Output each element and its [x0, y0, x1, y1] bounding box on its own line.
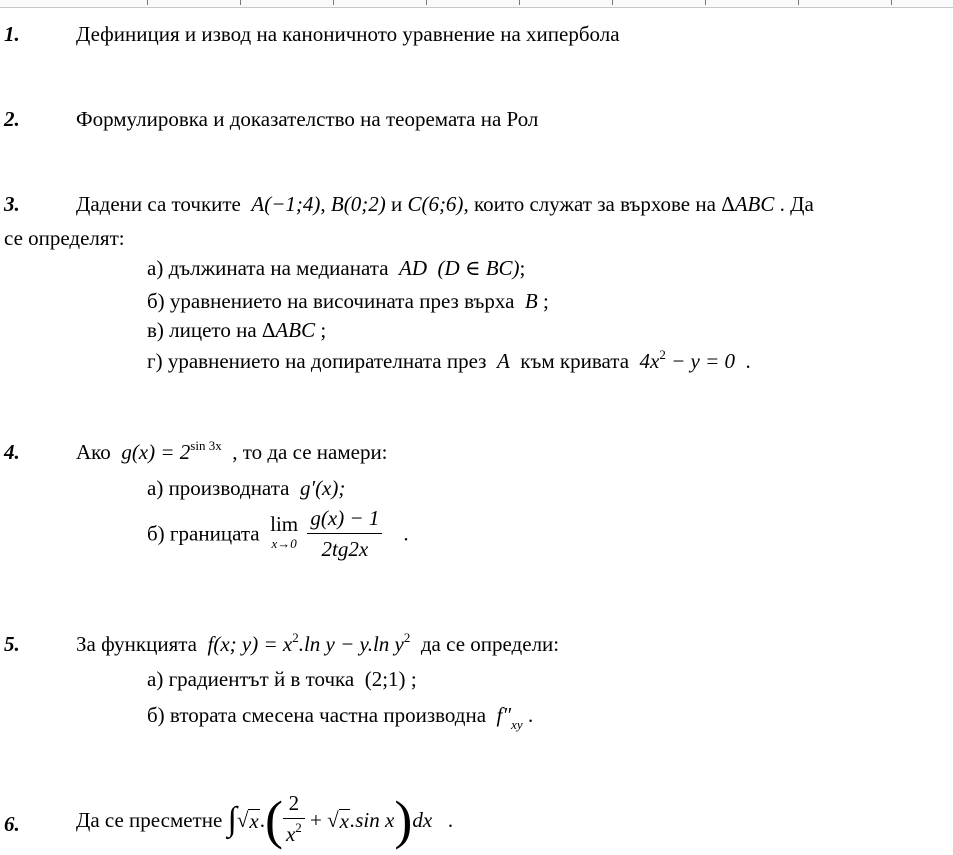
text: б) втората смесена частна производна	[147, 703, 487, 727]
problem-3-d	[147, 349, 751, 376]
problem-number: 4.	[4, 440, 20, 464]
numerator: 2	[283, 790, 305, 819]
sqrt-icon: √	[327, 808, 339, 832]
problem-text: Дефиниция и извод на каноничното уравнение на хипербола	[76, 22, 620, 46]
text: . Да	[779, 192, 814, 216]
problem-3-continuation: се определят:	[4, 226, 125, 250]
limit-operator	[270, 511, 299, 554]
plus: +	[310, 808, 322, 832]
exponent: 2	[292, 630, 299, 645]
text: .	[527, 703, 534, 727]
exponent: 2	[659, 347, 666, 362]
lim: lim	[270, 511, 299, 536]
problem-3-a	[147, 256, 525, 280]
text: .	[447, 808, 454, 832]
function-definition: g(x) = 2	[121, 440, 191, 464]
text: ;	[320, 318, 327, 342]
text: Ако	[76, 440, 111, 464]
point-a: A(−1;4)	[251, 192, 321, 216]
sqrt-icon: √	[236, 808, 249, 832]
problem-3-b	[147, 289, 549, 313]
problem-text: Дадени са точките A(−1;4), B(0;2) и C(6;6), които служат за върхове на ΔABC . Да	[76, 192, 814, 216]
text: Дадени са точките	[76, 192, 241, 216]
derivative: g′(x);	[299, 476, 346, 500]
numerator: g(x) − 1	[307, 505, 382, 534]
problem-number: 5.	[4, 632, 20, 656]
text: и	[390, 192, 403, 216]
fraction	[307, 505, 382, 562]
text: да се определи:	[420, 632, 560, 656]
triangle-symbol: Δ	[261, 318, 276, 342]
triangle-symbol: Δ	[721, 192, 735, 216]
problem-text	[76, 440, 388, 467]
problem-6	[0, 790, 953, 850]
text: в) лицето на	[147, 318, 257, 342]
problem-number: 2.	[4, 107, 20, 131]
triangle-name: ABC	[275, 318, 316, 342]
problem-4-b	[147, 505, 409, 562]
integral-icon: ∫	[227, 801, 237, 838]
curve-rhs: − y = 0	[671, 349, 736, 373]
function-rhs: .ln y − y.ln y	[298, 632, 404, 656]
text: , то да се намери:	[232, 440, 388, 464]
denominator-base: x	[285, 822, 296, 846]
radicand: x	[249, 808, 259, 833]
denominator: 2tg2x	[321, 537, 369, 561]
text: .	[403, 521, 409, 546]
condition: (D ∈ BC)	[437, 256, 520, 280]
median: AD	[399, 256, 428, 280]
point: A	[496, 349, 510, 373]
curve-lhs: 4x	[639, 349, 660, 373]
fraction	[283, 790, 305, 850]
subscript: xy	[511, 717, 523, 732]
triangle-name: ABC	[734, 192, 775, 216]
text: г) уравнението на допирателната през	[147, 349, 487, 373]
problem-5-a	[147, 667, 417, 691]
text: Да се пресметне	[76, 808, 223, 832]
text: б) уравнението на височината през върха	[147, 289, 515, 313]
vertex: B	[524, 289, 538, 313]
text: б) границата	[147, 521, 260, 546]
text: За функцията	[76, 632, 198, 656]
point-b: B(0;2)	[330, 192, 386, 216]
point: (2;1)	[364, 667, 406, 691]
text: , които служат за върхове на	[463, 192, 716, 216]
mixed-derivative: f″	[496, 703, 512, 727]
problem-3-c	[147, 318, 326, 342]
problem-number: 6.	[4, 812, 20, 836]
text: а) градиентът й в точка	[147, 667, 355, 691]
problem-text	[76, 632, 559, 659]
text: ;	[410, 667, 417, 691]
exponent: 2	[295, 820, 302, 835]
text: към кривата	[520, 349, 630, 373]
radicand: x	[339, 808, 349, 833]
text: .	[745, 349, 751, 373]
sine-term: .sin x	[350, 808, 395, 832]
text: ;	[519, 256, 526, 280]
problem-5-b	[147, 703, 533, 730]
denominator	[283, 819, 305, 850]
ruler	[0, 0, 953, 8]
limit-subscript: x→0	[271, 535, 297, 551]
problem-text: Да се пресметне ∫ √ x . ( $\frac{2}{x^2}$ + √ x .sin x ) dx .	[76, 790, 454, 850]
problem-text: Формулировка и доказателство на теоремата на Рол	[76, 107, 539, 131]
left-paren-icon: (	[264, 790, 283, 850]
exponent: 2	[403, 630, 411, 645]
problem-number: 1.	[4, 22, 20, 46]
text: ;	[542, 289, 549, 313]
text: а) дължината на медианата	[147, 256, 389, 280]
function-lhs: f(x; y) = x	[207, 632, 293, 656]
right-paren-icon: )	[394, 790, 413, 850]
problem-number: 3.	[4, 192, 20, 216]
text: а) производната	[147, 476, 290, 500]
differential: dx	[412, 808, 433, 832]
point-c: C(6;6)	[407, 192, 464, 216]
problem-4-a	[147, 476, 345, 500]
exponent: sin 3x	[190, 438, 222, 453]
